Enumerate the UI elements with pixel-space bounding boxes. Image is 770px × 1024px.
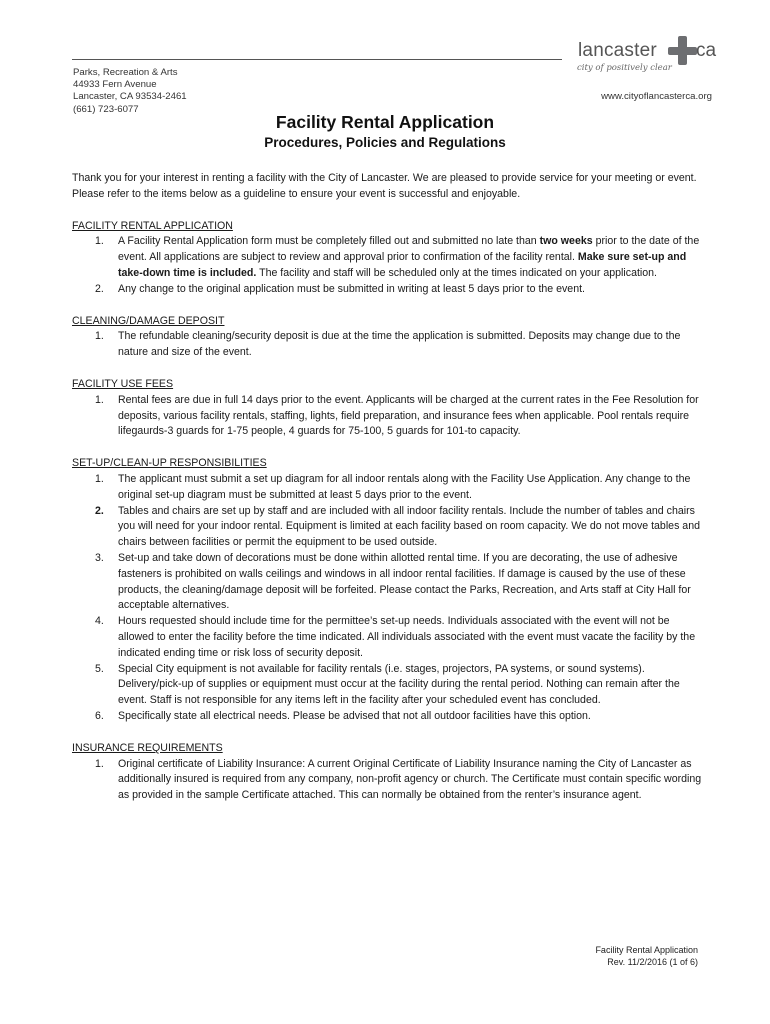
list-item	[72, 234, 702, 281]
list-item	[72, 282, 702, 298]
list-item-text: A Facility Rental Application form must be completely filled out and submitted no late than	[118, 235, 540, 248]
numbered-list	[72, 393, 702, 440]
section-heading: FACILITY USE FEES	[72, 377, 174, 390]
logo-tagline: city of positively clear	[577, 63, 672, 73]
list-item	[72, 757, 702, 804]
list-item	[72, 551, 702, 614]
section	[72, 456, 702, 725]
intro-paragraph: Thank you for your interest in renting a facility with the City of Lancaster. We are pleased to provide service for your meeting or event. Please refer to the items below as a guideline to ensure your event is successful and enjoyable.	[72, 172, 697, 200]
document-subtitle: Procedures, Policies and Regulations	[264, 135, 506, 150]
list-item-text: Any change to the original application must be submitted in writing at least 5 days prior to the event.	[118, 282, 585, 295]
section-heading: SET-UP/CLEAN-UP RESPONSIBILITIES	[72, 457, 267, 470]
address-line: Parks, Recreation & Arts	[73, 67, 178, 78]
department-address	[73, 67, 187, 116]
numbered-list	[72, 757, 702, 804]
section	[72, 219, 702, 298]
list-item-text: Rental fees are due in full 14 days prior to the event. Applicants will be charged at the current rates in the Fee Resolution for deposits, various facility rentals, staffing, lights, field preparation, and insurance fees when applicable. Pool rentals require lifegaurds-3 guards for 1-75 people, 4 guards for 75-100, 5 guards for 101-to capacity.	[118, 393, 699, 438]
list-item-number: 1.	[95, 235, 104, 248]
address-line: Lancaster, CA 93534-2461	[73, 91, 187, 103]
numbered-list	[72, 329, 702, 361]
list-item-text: prior to the date of the event. All applications are subject to review and approval prior to confirmation of the facility rental.	[118, 235, 700, 264]
list-item-text: The facility and staff will be scheduled only at the times indicated on your application.	[256, 266, 657, 279]
list-item-number: 1.	[95, 330, 104, 343]
header-rule	[72, 59, 562, 60]
emphasis-text: two weeks	[539, 235, 593, 248]
section	[72, 314, 702, 361]
sections-container	[72, 219, 702, 804]
section-heading: FACILITY RENTAL APPLICATION	[72, 219, 233, 232]
list-item	[72, 329, 702, 361]
list-item	[72, 614, 702, 661]
section-heading: CLEANING/DAMAGE DEPOSIT	[72, 314, 225, 327]
footer-title: Facility Rental Application	[595, 945, 698, 955]
list-item-number: 1.	[95, 757, 104, 770]
list-item-number: 1.	[95, 472, 104, 485]
list-item-number: 6.	[95, 709, 104, 722]
list-item-text: Hours requested should include time for the permittee’s set-up needs. Individuals associated with the event will not be allowed to enter the facility before the time indicated. All individuals associated with the event must vacate the facility by the indicated ending time or risk loss of security deposit.	[118, 615, 696, 659]
list-item-number: 3.	[95, 551, 104, 564]
numbered-list	[72, 472, 702, 725]
document-title: Facility Rental Application	[275, 112, 495, 132]
list-item-text: The refundable cleaning/security deposit is due at the time the application is submitted. Deposits may change due to the nature and size of the event.	[118, 330, 681, 359]
list-item-text: Set-up and take down of decorations must be done within allotted rental time. If you are decorating, the use of adhesive fasteners is prohibited on walls ceilings and windows in all indoor rental facilities. If damage is caused by the use of these products, the cleaning/damage deposit will be forfeited. Please contact the Parks, Recreation, and Arts staff at City Hall for acceptable alternatives.	[118, 551, 691, 612]
list-item	[72, 472, 702, 504]
logo-plus-icon-bar	[668, 47, 697, 55]
list-item-number: 5.	[95, 662, 104, 675]
address-line: (661) 723-6077	[73, 103, 139, 115]
numbered-list	[72, 234, 702, 297]
section	[72, 741, 702, 804]
logo-suffix: ca	[696, 40, 717, 61]
list-item-number: 1.	[95, 393, 104, 406]
list-item	[72, 504, 702, 551]
section-heading: INSURANCE REQUIREMENTS	[72, 741, 223, 754]
list-item-text: Specifically state all electrical needs. Please be advised that not all outdoor facilities have this option.	[118, 709, 591, 722]
website-url: www.cityoflancasterca.org	[601, 91, 712, 102]
logo-word: lancaster	[578, 40, 657, 61]
footer-revision: Rev. 11/2/2016 (1 of 6)	[607, 956, 698, 967]
list-item-text: Tables and chairs are set up by staff and are included with all indoor facility rentals. Include the number of tables and chairs you will need for your indoor rental. Equipment is limited at each facility based on room capacity. We do not move tables and chairs between facilities or permit the equipment to be used outside.	[118, 504, 700, 549]
list-item	[72, 393, 702, 440]
list-item-text: The applicant must submit a set up diagram for all indoor rentals along with the Facility Use Application. Any change to the original set-up diagram must be submitted at least 5 days prior to the event.	[118, 472, 691, 501]
list-item-text: Original certificate of Liability Insurance: A current Original Certificate of Liability Insurance naming the City of Lancaster as additionally insured is required from any company, non-profit agency or church. The Certificate must contain specific wording as provided in the sample Certificate attached. This can normally be obtained from the renter’s insurance agent.	[118, 757, 702, 802]
address-line: 44933 Fern Avenue	[73, 79, 157, 91]
page-footer	[595, 945, 698, 968]
list-item	[72, 709, 702, 725]
document-body	[72, 171, 702, 820]
list-item-text: Special City equipment is not available for facility rentals (i.e. stages, projectors, PA systems, or sound systems). Delivery/pick-up of supplies or equipment must occur at the facility during the rental period. Nothing can remain after the event. Staff is not responsible for any items left in the facility after your scheduled event has concluded.	[118, 662, 680, 707]
city-logo	[572, 33, 722, 83]
list-item-number: 2.	[95, 504, 104, 517]
section	[72, 377, 702, 440]
list-item-number: 4.	[95, 615, 104, 628]
list-item	[72, 662, 702, 709]
list-item-number: 2.	[95, 282, 104, 295]
emphasis-text: Make sure set-up and take-down time is included.	[118, 251, 687, 279]
